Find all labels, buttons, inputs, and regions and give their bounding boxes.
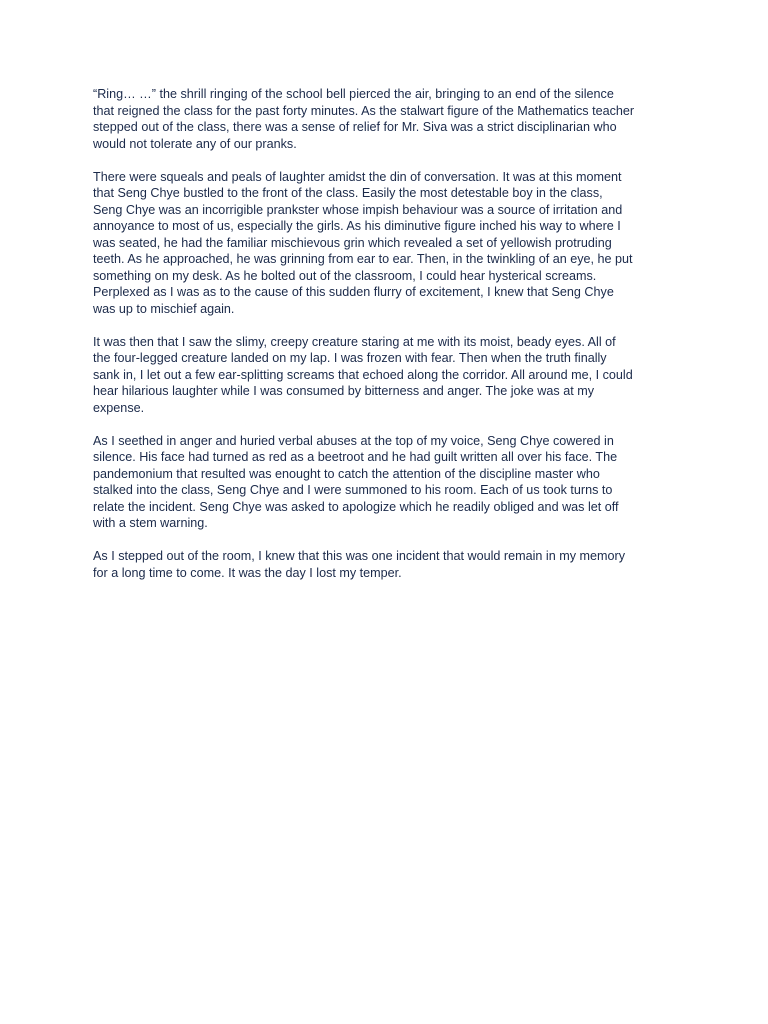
- text-line: that reigned the class for the past forty minutes. As the stalwart figure of the Mathematics teacher: [93, 103, 635, 118]
- paragraph-creature: [93, 334, 693, 417]
- text-line: stepped out of the class, there was a sense of relief for Mr. Siva was a strict disciplinarian who: [93, 120, 617, 134]
- essay-body: [93, 86, 693, 598]
- text-line: expense.: [93, 400, 145, 415]
- text-line: stalked into the class, Seng Chye and I were summoned to his room. Each of us took turns to: [93, 483, 613, 497]
- text-line: was up to mischief again.: [93, 301, 235, 316]
- paragraph-seng-chye-prank: [93, 169, 693, 318]
- text-line: silence. His face had turned as red as a beetroot and he had guilt written all over his face. The: [93, 450, 618, 464]
- text-line: relate the incident. Seng Chye was asked to apologize which he readily obliged and was let off: [93, 499, 619, 514]
- text-line: annoyance to most of us, especially the girls. As his diminutive figure inched his way to where I: [93, 219, 621, 233]
- text-line: Seng Chye was an incorrigible prankster whose impish behaviour was a source of irritation and: [93, 202, 623, 217]
- text-line: would not tolerate any of our pranks.: [93, 136, 297, 151]
- text-line: sank in, I let out a few ear-splitting screams that echoed along the corridor. All around me, I could: [93, 367, 633, 382]
- paragraph-conclusion: [93, 548, 693, 581]
- paragraph-bell-rings: [93, 86, 693, 152]
- text-line: hear hilarious laughter while I was consumed by bitterness and anger. The joke was at my: [93, 384, 594, 398]
- paragraph-anger: [93, 433, 693, 532]
- text-line: for a long time to come. It was the day I lost my temper.: [93, 565, 402, 580]
- text-line: As I stepped out of the room, I knew that this was one incident that would remain in my memory: [93, 549, 625, 563]
- text-line: that Seng Chye bustled to the front of the class. Easily the most detestable boy in the class,: [93, 186, 603, 200]
- text-line: the four-legged creature landed on my lap. I was frozen with fear. Then when the truth finally: [93, 351, 607, 365]
- text-line: As I seethed in anger and huried verbal abuses at the top of my voice, Seng Chye cowered in: [93, 433, 614, 448]
- text-line: pandemonium that resulted was enought to catch the attention of the discipline master who: [93, 466, 600, 481]
- text-line: There were squeals and peals of laughter amidst the din of conversation. It was at this moment: [93, 169, 622, 184]
- text-line: “Ring… …” the shrill ringing of the school bell pierced the air, bringing to an end of the silence: [93, 87, 614, 101]
- text-line: with a stem warning.: [93, 516, 208, 530]
- text-line: teeth. As he approached, he was grinning from ear to ear. Then, in the twinkling of an eye, he put: [93, 252, 633, 266]
- text-line: was seated, he had the familiar mischievous grin which revealed a set of yellowish protruding: [93, 235, 612, 250]
- text-line: Perplexed as I was as to the cause of this sudden flurry of excitement, I knew that Seng Chye: [93, 285, 614, 299]
- text-line: something on my desk. As he bolted out of the classroom, I could hear hysterical screams.: [93, 268, 597, 283]
- text-line: It was then that I saw the slimy, creepy creature staring at me with its moist, beady eyes. All of: [93, 334, 616, 349]
